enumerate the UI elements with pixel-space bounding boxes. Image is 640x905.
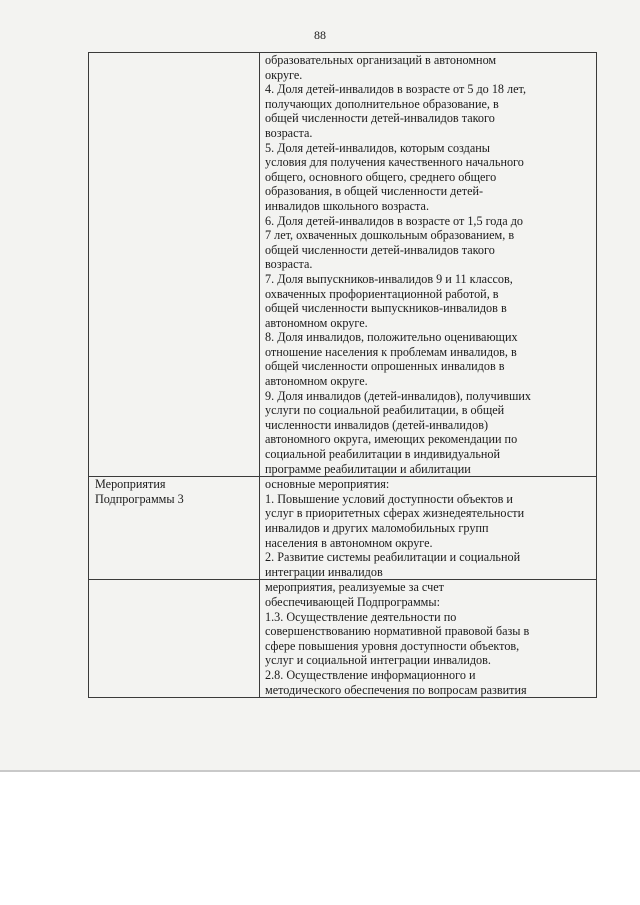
table-row bbox=[89, 477, 597, 580]
row-content-cell bbox=[260, 53, 597, 477]
text-line: услуги по социальной реабилитации, в общей bbox=[265, 403, 505, 418]
text-line: численности инвалидов (детей-инвалидов) bbox=[265, 417, 489, 432]
label-line: Подпрограммы 3 bbox=[95, 491, 184, 506]
text-line: округе. bbox=[265, 67, 303, 82]
text-line: программе реабилитации и абилитации bbox=[265, 461, 471, 476]
program-table bbox=[88, 52, 597, 698]
text-line: социальной реабилитации в индивидуальной bbox=[265, 447, 501, 462]
row-label-cell bbox=[89, 53, 260, 477]
text-line: автономного округа, имеющих рекомендации по bbox=[265, 432, 518, 447]
text-line: 4. Доля детей-инвалидов в возрасте от 5 до 18 лет, bbox=[265, 82, 526, 97]
text-line: населения в автономном округе. bbox=[265, 535, 433, 550]
text-line: обеспечивающей Подпрограммы: bbox=[265, 594, 440, 609]
text-line: 7. Доля выпускников-инвалидов 9 и 11 классов, bbox=[265, 271, 513, 286]
text-line: возраста. bbox=[265, 125, 313, 140]
text-line: автономном округе. bbox=[265, 315, 368, 330]
text-line: общей численности детей-инвалидов такого bbox=[265, 111, 495, 126]
text-line: получающих дополнительное образование, в bbox=[265, 96, 499, 111]
text-line: интеграции инвалидов bbox=[265, 564, 383, 579]
text-line: 8. Доля инвалидов, положительно оценивающих bbox=[265, 330, 518, 345]
text-line: 6. Доля детей-инвалидов в возрасте от 1,5 года до bbox=[265, 213, 524, 228]
table-row bbox=[89, 580, 597, 698]
text-line: отношение населения к проблемам инвалидов, в bbox=[265, 344, 517, 359]
text-line: 1.3. Осуществление деятельности по bbox=[265, 609, 457, 624]
text-line: 2. Развитие системы реабилитации и социальной bbox=[265, 550, 521, 565]
text-line: общей численности опрошенных инвалидов в bbox=[265, 359, 505, 374]
text-line: образовательных организаций в автономном bbox=[265, 53, 497, 67]
row-content-cell bbox=[260, 580, 597, 698]
text-line: инвалидов школьного возраста. bbox=[265, 198, 429, 213]
row-label-cell bbox=[89, 580, 260, 698]
row-content-cell bbox=[260, 477, 597, 580]
row-label-cell bbox=[89, 477, 260, 580]
text-line: общей численности детей-инвалидов такого bbox=[265, 242, 495, 257]
text-line: сфере повышения уровня доступности объектов, bbox=[265, 638, 520, 653]
label-line: Мероприятия bbox=[95, 477, 166, 492]
text-line: возраста. bbox=[265, 257, 313, 272]
table-row bbox=[89, 53, 597, 477]
text-line: 1. Повышение условий доступности объектов и bbox=[265, 491, 513, 506]
text-line: охваченных профориентационной работой, в bbox=[265, 286, 499, 301]
text-line: методического обеспечения по вопросам развития bbox=[265, 682, 527, 697]
text-line: 5. Доля детей-инвалидов, которым созданы bbox=[265, 140, 490, 155]
text-line: услуг в приоритетных сферах жизнедеятельности bbox=[265, 506, 525, 521]
text-line: условия для получения качественного начального bbox=[265, 155, 524, 170]
text-line: автономном округе. bbox=[265, 374, 368, 389]
text-line: образования, в общей численности детей- bbox=[265, 184, 484, 199]
text-line: услуг и социальной интеграции инвалидов. bbox=[265, 653, 491, 668]
text-line: 9. Доля инвалидов (детей-инвалидов), получивших bbox=[265, 388, 532, 403]
text-line: мероприятия, реализуемые за счет bbox=[265, 580, 444, 595]
text-line: 2.8. Осуществление информационного и bbox=[265, 667, 476, 682]
text-line: инвалидов и других маломобильных групп bbox=[265, 521, 489, 535]
text-line: совершенствованию нормативной правовой базы в bbox=[265, 624, 530, 639]
text-line: общего, основного общего, среднего общего bbox=[265, 169, 497, 184]
page-number: 88 bbox=[314, 28, 326, 42]
text-line: общей численности выпускников-инвалидов в bbox=[265, 301, 507, 316]
text-line: основные мероприятия: bbox=[265, 477, 390, 492]
text-line: 7 лет, охваченных дошкольным образованием, в bbox=[265, 228, 515, 243]
